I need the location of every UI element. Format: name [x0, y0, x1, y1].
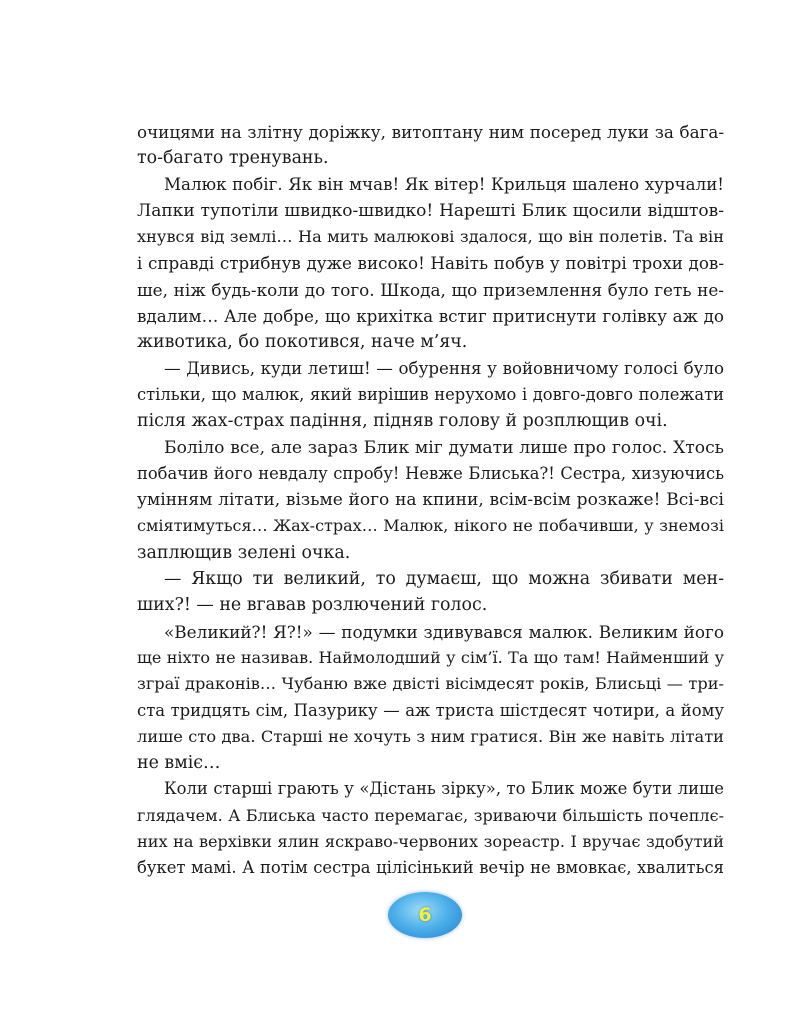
- text-line: Коли старші грають у «Дістань зірку», то Блик може бути лише: [164, 779, 724, 799]
- text-line: них на верхівки ялин яскраво-червоних зореастр. І вручає здобутий: [137, 832, 724, 852]
- text-line: очицями на злітну доріжку, витоптану ним посеред луки за бага-: [137, 122, 724, 142]
- text-line: то-багато тренувань.: [137, 148, 329, 169]
- body-text: [137, 119, 724, 882]
- text-line: Малюк побіг. Як він мчав! Як вітер! Крильця шалено хурчали!: [164, 174, 724, 194]
- page-number: 6: [418, 904, 432, 926]
- text-line: Лапки тупотіли швидко-швидко! Нарешті Блик щосили відштов-: [137, 200, 724, 221]
- text-line: «Великий?! Я?!» — подумки здивувався малюк. Великим його: [164, 621, 724, 642]
- text-line: сміятимуться… Жах-страх… Малюк, нікого не побачивши, у знемозі: [137, 516, 724, 536]
- text-line: — Якщо ти великий, то думаєш, що можна збивати мен-: [164, 569, 724, 590]
- text-line: букет мамі. А потім сестра цілісінький вечір не вмовкає, хвалиться: [137, 858, 724, 878]
- text-line: ще ніхто не називав. Наймолодший у сім’ї. Та що там! Найменший у: [137, 647, 724, 667]
- text-line: вдалим… Але добре, що крихітка встиг притиснути голівку аж до: [137, 306, 724, 327]
- text-line: ше, ніж будь-коли до того. Шкода, що приземлення було геть не-: [137, 279, 724, 300]
- text-line: після жах-страх падіння, підняв голову й розплющив очі.: [137, 411, 668, 432]
- text-line: і справді стрибнув дуже високо! Навіть побув у повітрі трохи дов-: [137, 253, 724, 274]
- page-number-badge: [388, 892, 462, 938]
- text-line: не вміє…: [137, 753, 221, 774]
- text-line: заплющив зелені очка.: [137, 542, 351, 563]
- text-line: лише сто два. Старші не хочуть з ним гратися. Він же навіть літати: [137, 726, 724, 746]
- text-line: хнувся від землі… На мить малюкові здалося, що він полетів. Та він: [137, 227, 724, 247]
- text-line: ста тридцять сім, Пазурику — аж триста шістдесят чотири, а йому: [137, 700, 724, 720]
- text-line: глядачем. А Блиська часто перемагає, зриваючи більшість почеплє-: [137, 805, 724, 825]
- text-line: зграї драконів… Чубаню вже двісті вісімдесят років, Блисьці — три-: [137, 674, 724, 694]
- text-line: ших?! — не вгавав розлючений голос.: [137, 595, 488, 616]
- text-line: стільки, що малюк, який вирішив нерухомо і довго-довго полежати: [137, 384, 724, 404]
- text-line: животика, бо покотився, наче м’яч.: [137, 332, 468, 353]
- text-line: — Дивись, куди летиш! — обурення у войовничому голосі було: [164, 358, 724, 378]
- text-line: Боліло все, але зараз Блик міг думати лише про голос. Хтось: [164, 437, 724, 458]
- text-line: умінням літати, візьме його на кпини, всім-всім розкаже! Всі-всі: [137, 490, 724, 511]
- text-line: побачив його невдалу спробу! Невже Блиська?! Сестра, хизуючись: [137, 463, 724, 483]
